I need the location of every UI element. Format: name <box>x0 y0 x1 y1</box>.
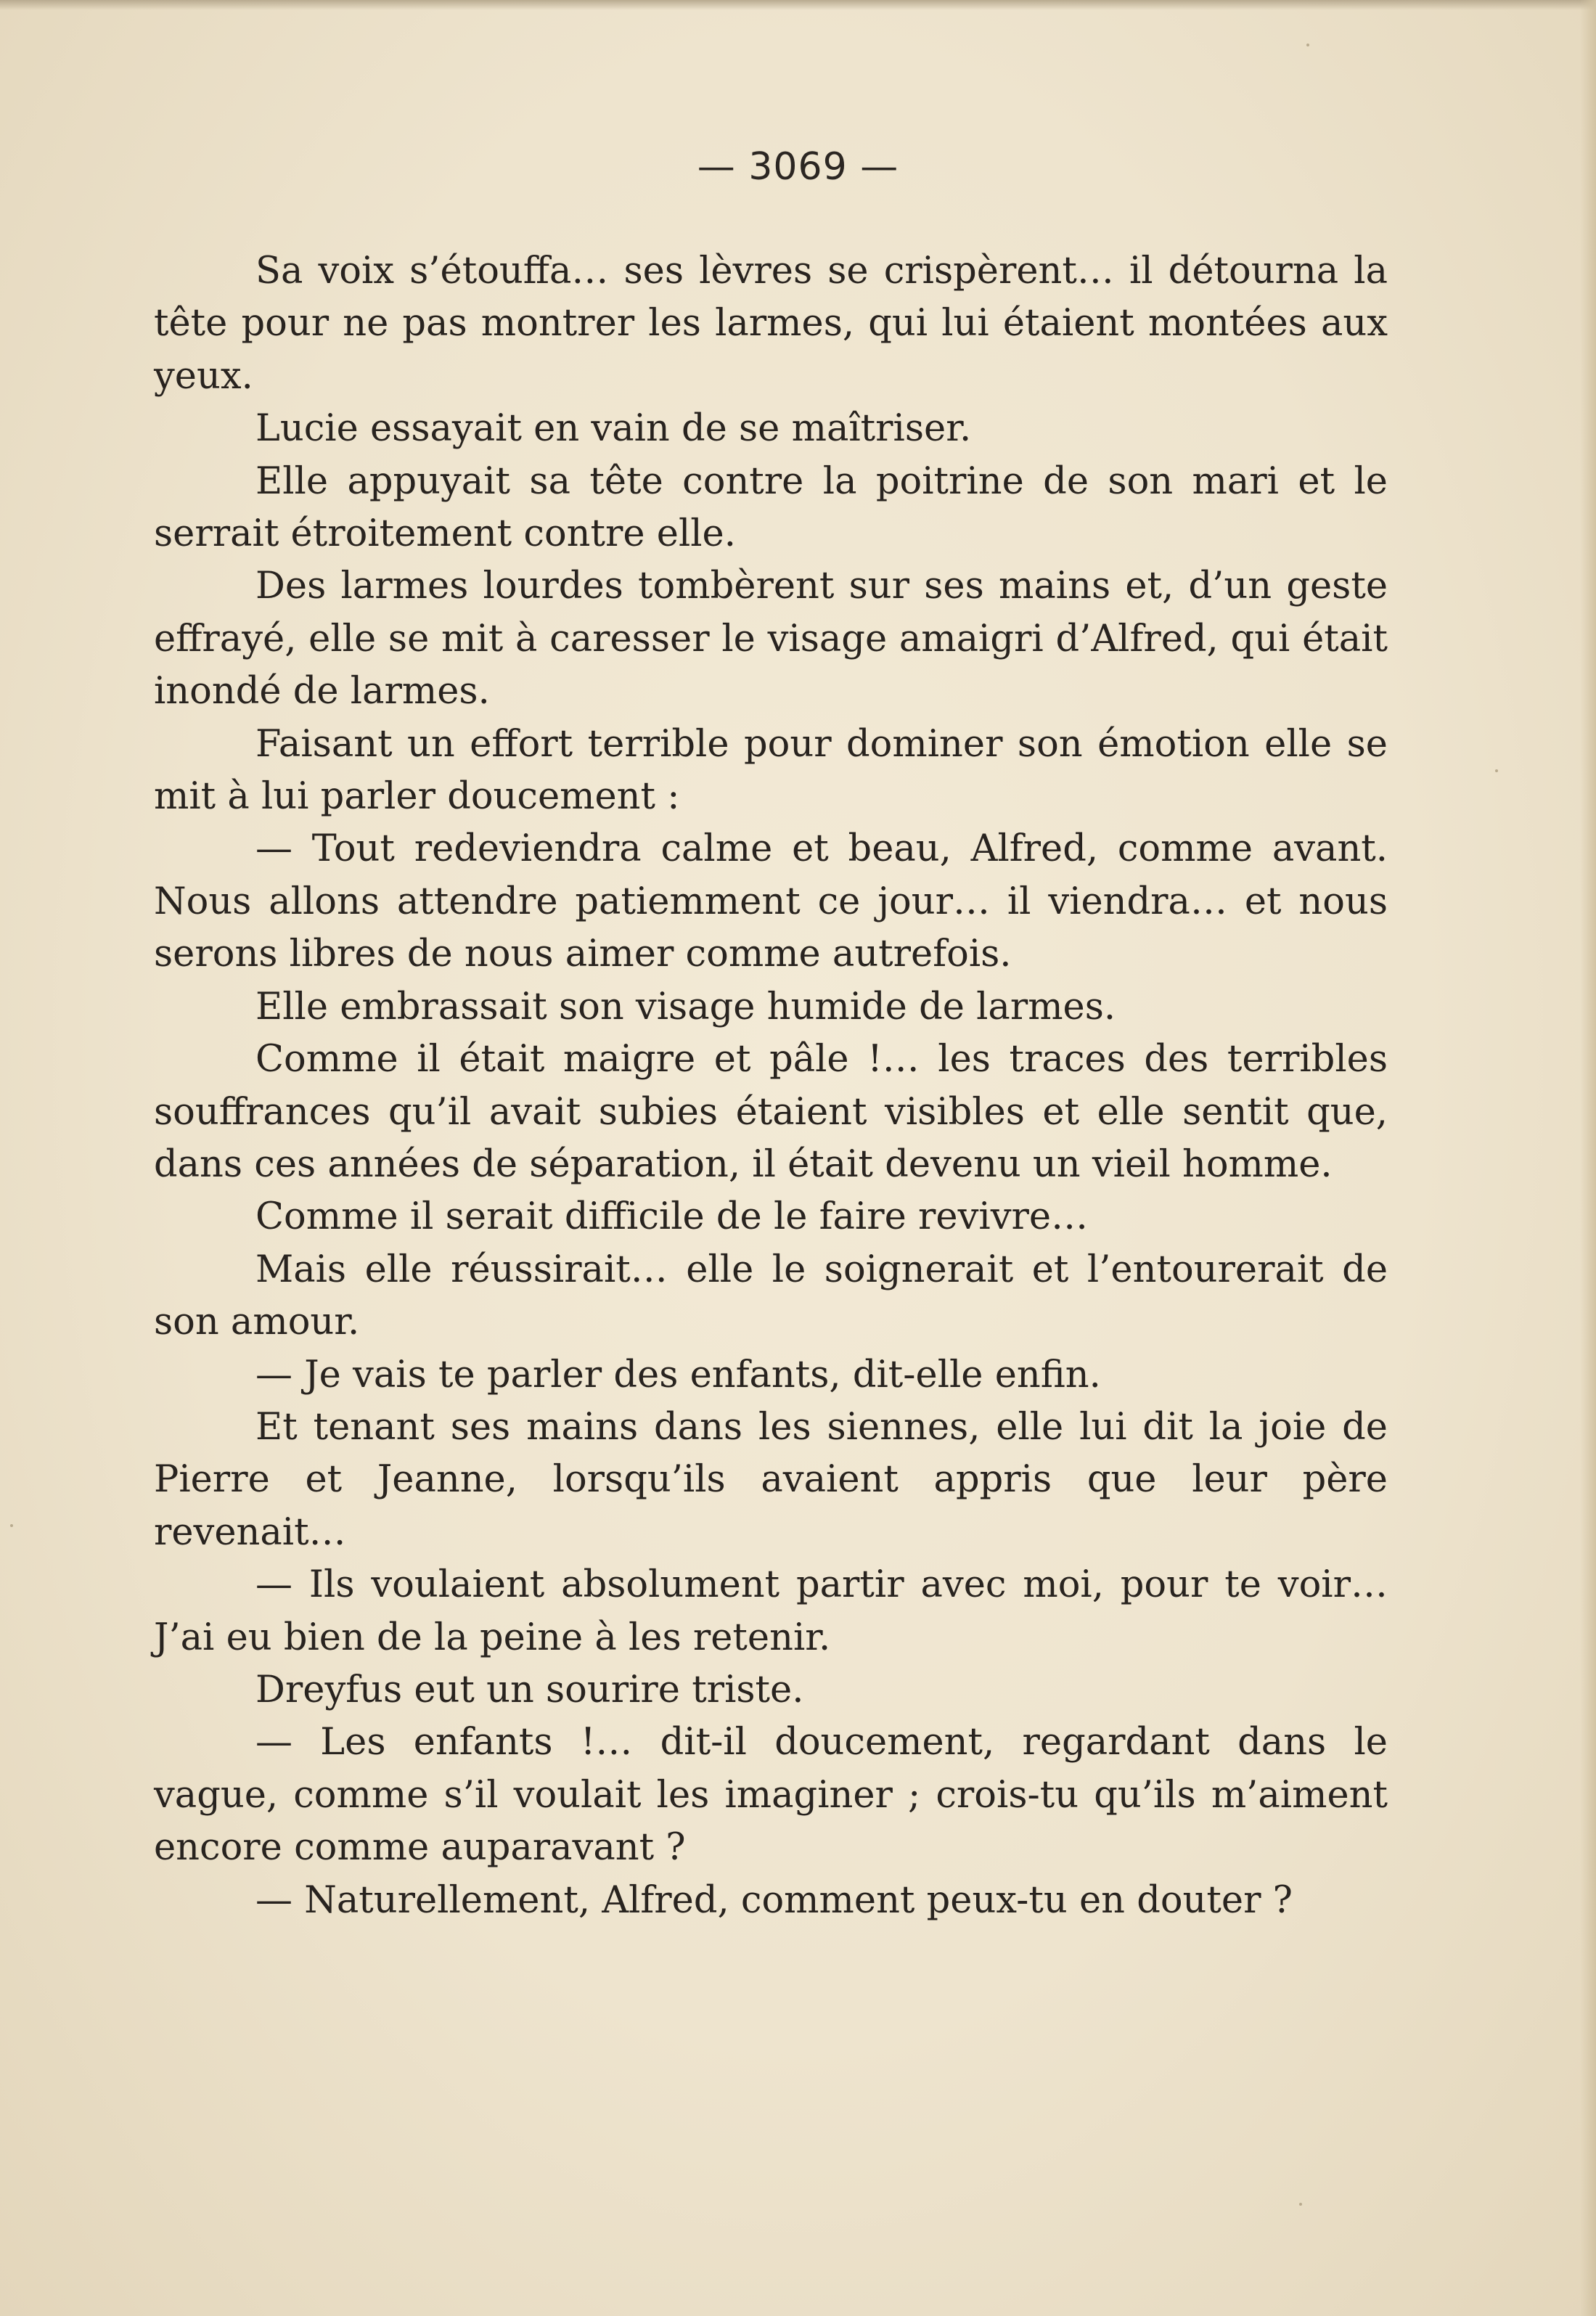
paragraph: — Naturellement, Alfred, comment peux-tu en douter ? <box>255 1878 1293 1922</box>
body-text <box>154 245 1388 1927</box>
paragraph: Comme il était maigre et pâle !… les traces des terribles souffrances qu’il avait subies étaient visibles et elle sentit que, dans ces années de séparation, il était devenu un vieil homme. <box>154 1038 1388 1186</box>
paragraph: Lucie essayait en vain de se maîtriser. <box>255 407 972 451</box>
paragraph: Elle appuyait sa tête contre la poitrine de son mari et le serrait étroitement contre elle. <box>154 459 1388 556</box>
paragraph: — Ils voulaient absolument partir avec moi, pour te voir… J’ai eu bien de la peine à les retenir. <box>154 1563 1388 1659</box>
paragraph: — Les enfants !… dit-il doucement, regardant dans le vague, comme s’il voulait les imaginer ; crois-tu qu’ils m’aiment encore comme auparavant ? <box>154 1721 1388 1870</box>
paper-speck <box>1299 2203 1302 2206</box>
paragraph: Dreyfus eut un sourire triste. <box>255 1668 804 1711</box>
paragraph: Des larmes lourdes tombèrent sur ses mains et, d’un geste effrayé, elle se mit à caresser le visage amaigri d’Alfred, qui était inondé de larmes. <box>154 565 1388 713</box>
page-right-edge <box>1580 0 1596 2316</box>
page-top-edge <box>0 0 1596 10</box>
paragraph: Sa voix s’étouffa… ses lèvres se crispèrent… il détourna la tête pour ne pas montrer les larmes, qui lui étaient montées aux yeux. <box>154 250 1388 398</box>
paragraph: Comme il serait difficile de le faire revivre… <box>255 1195 1089 1239</box>
paragraph: Mais elle réussirait… elle le soignerait et l’entourerait de son amour. <box>154 1248 1388 1344</box>
paragraph: — Je vais te parler des enfants, dit-elle enfin. <box>255 1353 1101 1396</box>
paper-speck <box>1306 44 1309 46</box>
paragraph: Elle embrassait son visage humide de larmes. <box>255 985 1116 1028</box>
page-number: — 3069 — <box>697 145 899 189</box>
paragraph: Faisant un effort terrible pour dominer son émotion elle se mit à lui parler doucement : <box>154 722 1388 819</box>
paragraph: Et tenant ses mains dans les siennes, elle lui dit la joie de Pierre et Jeanne, lorsqu’ils avaient appris que leur père revenait… <box>154 1405 1388 1554</box>
paper-speck <box>10 1524 13 1527</box>
paragraph: — Tout redeviendra calme et beau, Alfred, comme avant. Nous allons attendre patiemment ce jour… il viendra… et nous serons libres de nous aimer comme autrefois. <box>154 827 1388 976</box>
paper-speck <box>1495 769 1498 772</box>
